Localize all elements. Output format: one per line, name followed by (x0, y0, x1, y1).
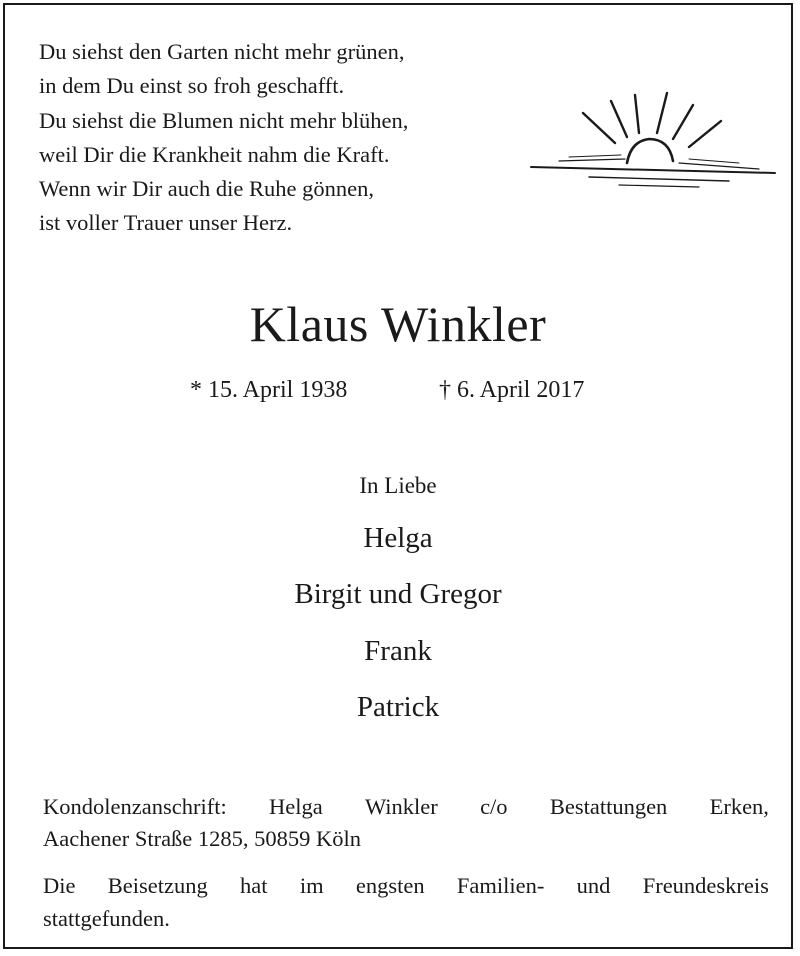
condolence-word: Erken, (709, 794, 769, 819)
condolence-word: Helga (268, 794, 323, 819)
obituary-notice (3, 3, 793, 949)
poem-line: Wenn wir Dir auch die Ruhe gönnen, (39, 176, 374, 202)
poem-line: Du siehst den Garten nicht mehr grünen, (39, 39, 405, 64)
mourners-intro: In Liebe (359, 473, 437, 498)
condolence-word: Bestattungen (549, 794, 668, 819)
poem-line: in dem Du einst so froh geschafft. (39, 73, 345, 99)
funeral-word: Familien- (456, 873, 545, 898)
condolence-address (43, 791, 769, 855)
poem-line: ist voller Trauer unser Herz. (39, 210, 293, 236)
condolence-word: Winkler (364, 794, 438, 819)
deceased-name: Klaus Winkler (249, 296, 547, 352)
poem-line: Du siehst die Blumen nicht mehr blühen, (39, 107, 409, 133)
mourner-name: Helga (363, 522, 433, 554)
funeral-word: engsten (355, 873, 425, 898)
funeral-word: Freundeskreis (642, 873, 769, 898)
funeral-notice (43, 869, 769, 935)
mourner-name: Patrick (356, 691, 440, 723)
funeral-word: und (576, 873, 611, 898)
death-date: † 6. April 2017 (439, 377, 585, 403)
funeral-word: hat (240, 873, 268, 898)
poem-line: weil Dir die Krankheit nahm die Kraft. (39, 141, 390, 167)
funeral-word: Die (43, 873, 76, 898)
setting-sun-icon (529, 91, 779, 191)
funeral-notice-line: stattgefunden. (43, 906, 170, 931)
condolence-address-line: Aachener Straße 1285, 50859 Köln (43, 826, 362, 851)
mourner-name: Birgit und Gregor (294, 578, 502, 610)
poem (39, 35, 408, 241)
condolence-word: Kondolenzanschrift: (43, 794, 227, 819)
funeral-word: im (299, 873, 324, 898)
mourner-name: Frank (364, 635, 432, 667)
funeral-word: Beisetzung (107, 873, 208, 898)
condolence-word: c/o (480, 794, 508, 819)
birth-date: * 15. April 1938 (190, 377, 348, 403)
